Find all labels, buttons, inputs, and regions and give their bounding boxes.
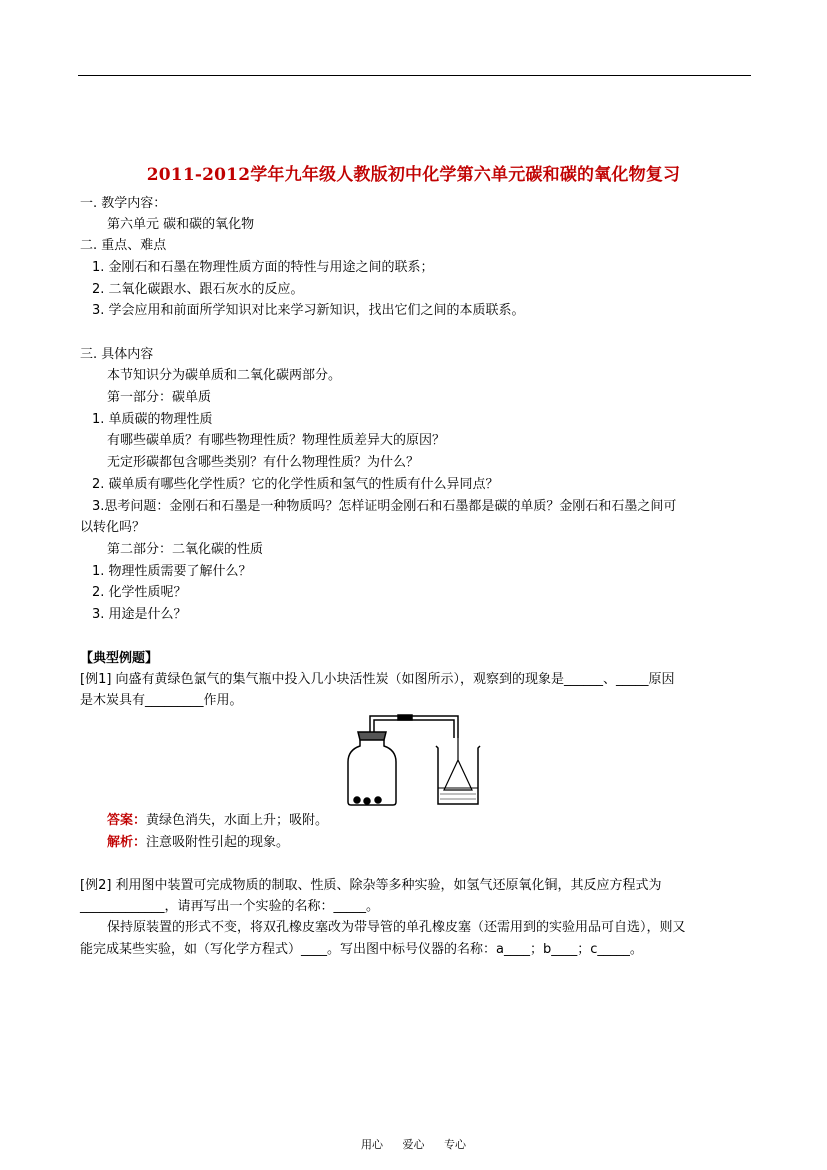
section-1-text: 第六单元 碳和碳的氧化物 [107, 217, 255, 232]
section-3-heading: 三. 具体内容 [80, 347, 154, 362]
analysis-label: 解析： [107, 835, 147, 850]
section-2-item: 1. 金刚石和石墨在物理性质方面的特性与用途之间的联系； [92, 260, 434, 275]
part-2-item: 1. 物理性质需要了解什么？ [92, 564, 252, 579]
part-1-heading: 第一部分：碳单质 [107, 390, 212, 405]
part-1-question: 无定形碳都包含哪些类别？有什么物理性质？为什么？ [107, 455, 420, 470]
part-1-item: 1. 单质碳的物理性质 [92, 412, 213, 427]
document-title: 2011-2012学年九年级人教版初中化学第六单元碳和碳的氧化物复习 [146, 165, 681, 185]
section-1-heading: 一. 教学内容： [80, 196, 167, 211]
part-1-item: 2. 碳单质有哪些化学性质？它的化学性质和氢气的性质有什么异同点？ [92, 477, 499, 492]
section-2-item: 2. 二氧化碳跟水、跟石灰水的反应。 [92, 282, 304, 297]
example-1-text-continued: 是木炭具有_________作用。 [80, 693, 243, 708]
part-1-question: 有哪些碳单质？有哪些物理性质？物理性质差异大的原因？ [107, 433, 446, 448]
example-2-text-paragraph-continued: 能完成某些实验，如（写化学方程式）____。写出图中标号仪器的名称：a____；b____；c_____。 [80, 942, 643, 957]
footer-item: 用心 [361, 1138, 383, 1151]
part-2-item: 2. 化学性质呢？ [92, 585, 187, 600]
example-2-text: [例2] 利用图中装置可完成物质的制取、性质、除杂等多种实验，如氢气还原氧化铜，其反应方程式为 [80, 878, 662, 893]
answer-label: 答案： [107, 813, 147, 828]
section-2-heading: 二. 重点、难点 [80, 238, 167, 253]
answer-text: 黄绿色消失，水面上升；吸附。 [146, 813, 329, 828]
example-1-analysis [107, 834, 289, 852]
section-2-item: 3. 学会应用和前面所学知识对比来学习新知识，找出它们之间的本质联系。 [92, 303, 525, 318]
example-1-answer [107, 812, 328, 830]
example-2-text-continued: _____________，请再写出一个实验的名称：_____。 [80, 899, 380, 914]
part-2-heading: 第二部分：二氧化碳的性质 [107, 542, 264, 557]
header-rule [78, 75, 751, 76]
example-1-text: [例1] 向盛有黄绿色氯气的集气瓶中投入几小块活性炭（如图所示），观察到的现象是______、_____原因 [80, 672, 675, 687]
examples-heading: 【典型例题】 [80, 651, 159, 666]
apparatus-figure [340, 710, 490, 810]
part-1-item-continued: 以转化吗？ [80, 520, 146, 535]
example-2-text-paragraph: 保持原装置的形式不变，将双孔橡皮塞改为带导管的单孔橡皮塞（还需用到的实验用品可自选），则又 [107, 920, 686, 935]
section-3-intro: 本节知识分为碳单质和二氧化碳两部分。 [107, 368, 342, 383]
analysis-text: 注意吸附性引起的现象。 [146, 835, 290, 850]
page-footer [0, 1136, 827, 1152]
footer-item: 爱心 [402, 1138, 425, 1151]
part-1-item: 3.思考问题：金刚石和石墨是一种物质吗？怎样证明金刚石和石墨都是碳的单质？金刚石和石墨之间可 [92, 499, 677, 514]
footer-item: 专心 [444, 1138, 466, 1151]
part-2-item: 3. 用途是什么？ [92, 607, 187, 622]
